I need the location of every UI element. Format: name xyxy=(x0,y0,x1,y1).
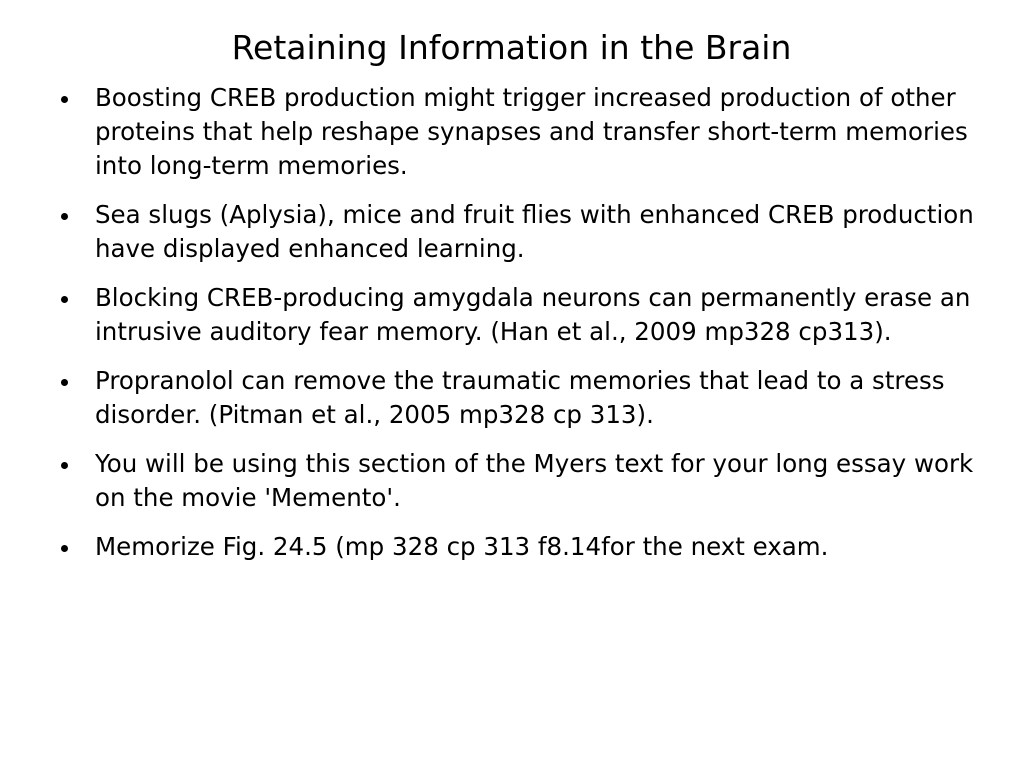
bullet-item xyxy=(60,530,980,564)
slide-title: Retaining Information in the Brain xyxy=(231,28,792,67)
bullet-dot-icon xyxy=(61,379,68,386)
bullet-text: Blocking CREB-producing amygdala neurons can permanently erase an intrusive auditory fear memory. (Han et al., 2009 mp328 cp313). xyxy=(95,283,971,346)
bullet-text: You will be using this section of the Myers text for your long essay work on the movie 'Memento'. xyxy=(95,449,974,512)
bullet-dot-icon xyxy=(61,545,68,552)
bullet-item xyxy=(60,81,980,183)
bullet-text: Sea slugs (Aplysia), mice and fruit flies with enhanced CREB production have displayed enhanced learning. xyxy=(95,200,974,263)
bullet-text: Propranolol can remove the traumatic memories that lead to a stress disorder. (Pitman et al., 2005 mp328 cp 313). xyxy=(95,366,945,429)
bullet-item xyxy=(60,198,980,266)
bullet-text: Boosting CREB production might trigger increased production of other proteins that help reshape synapses and transfer short-term memories into long-term memories. xyxy=(95,83,968,180)
bullet-item xyxy=(60,281,980,349)
bullet-dot-icon xyxy=(61,462,68,469)
bullet-text: Memorize Fig. 24.5 (mp 328 cp 313 f8.14for the next exam. xyxy=(95,532,829,561)
bullet-item xyxy=(60,364,980,432)
bullet-dot-icon xyxy=(61,96,68,103)
bullet-dot-icon xyxy=(61,296,68,303)
bullet-dot-icon xyxy=(61,213,68,220)
bullet-item xyxy=(60,447,980,515)
bullet-list xyxy=(60,81,980,579)
